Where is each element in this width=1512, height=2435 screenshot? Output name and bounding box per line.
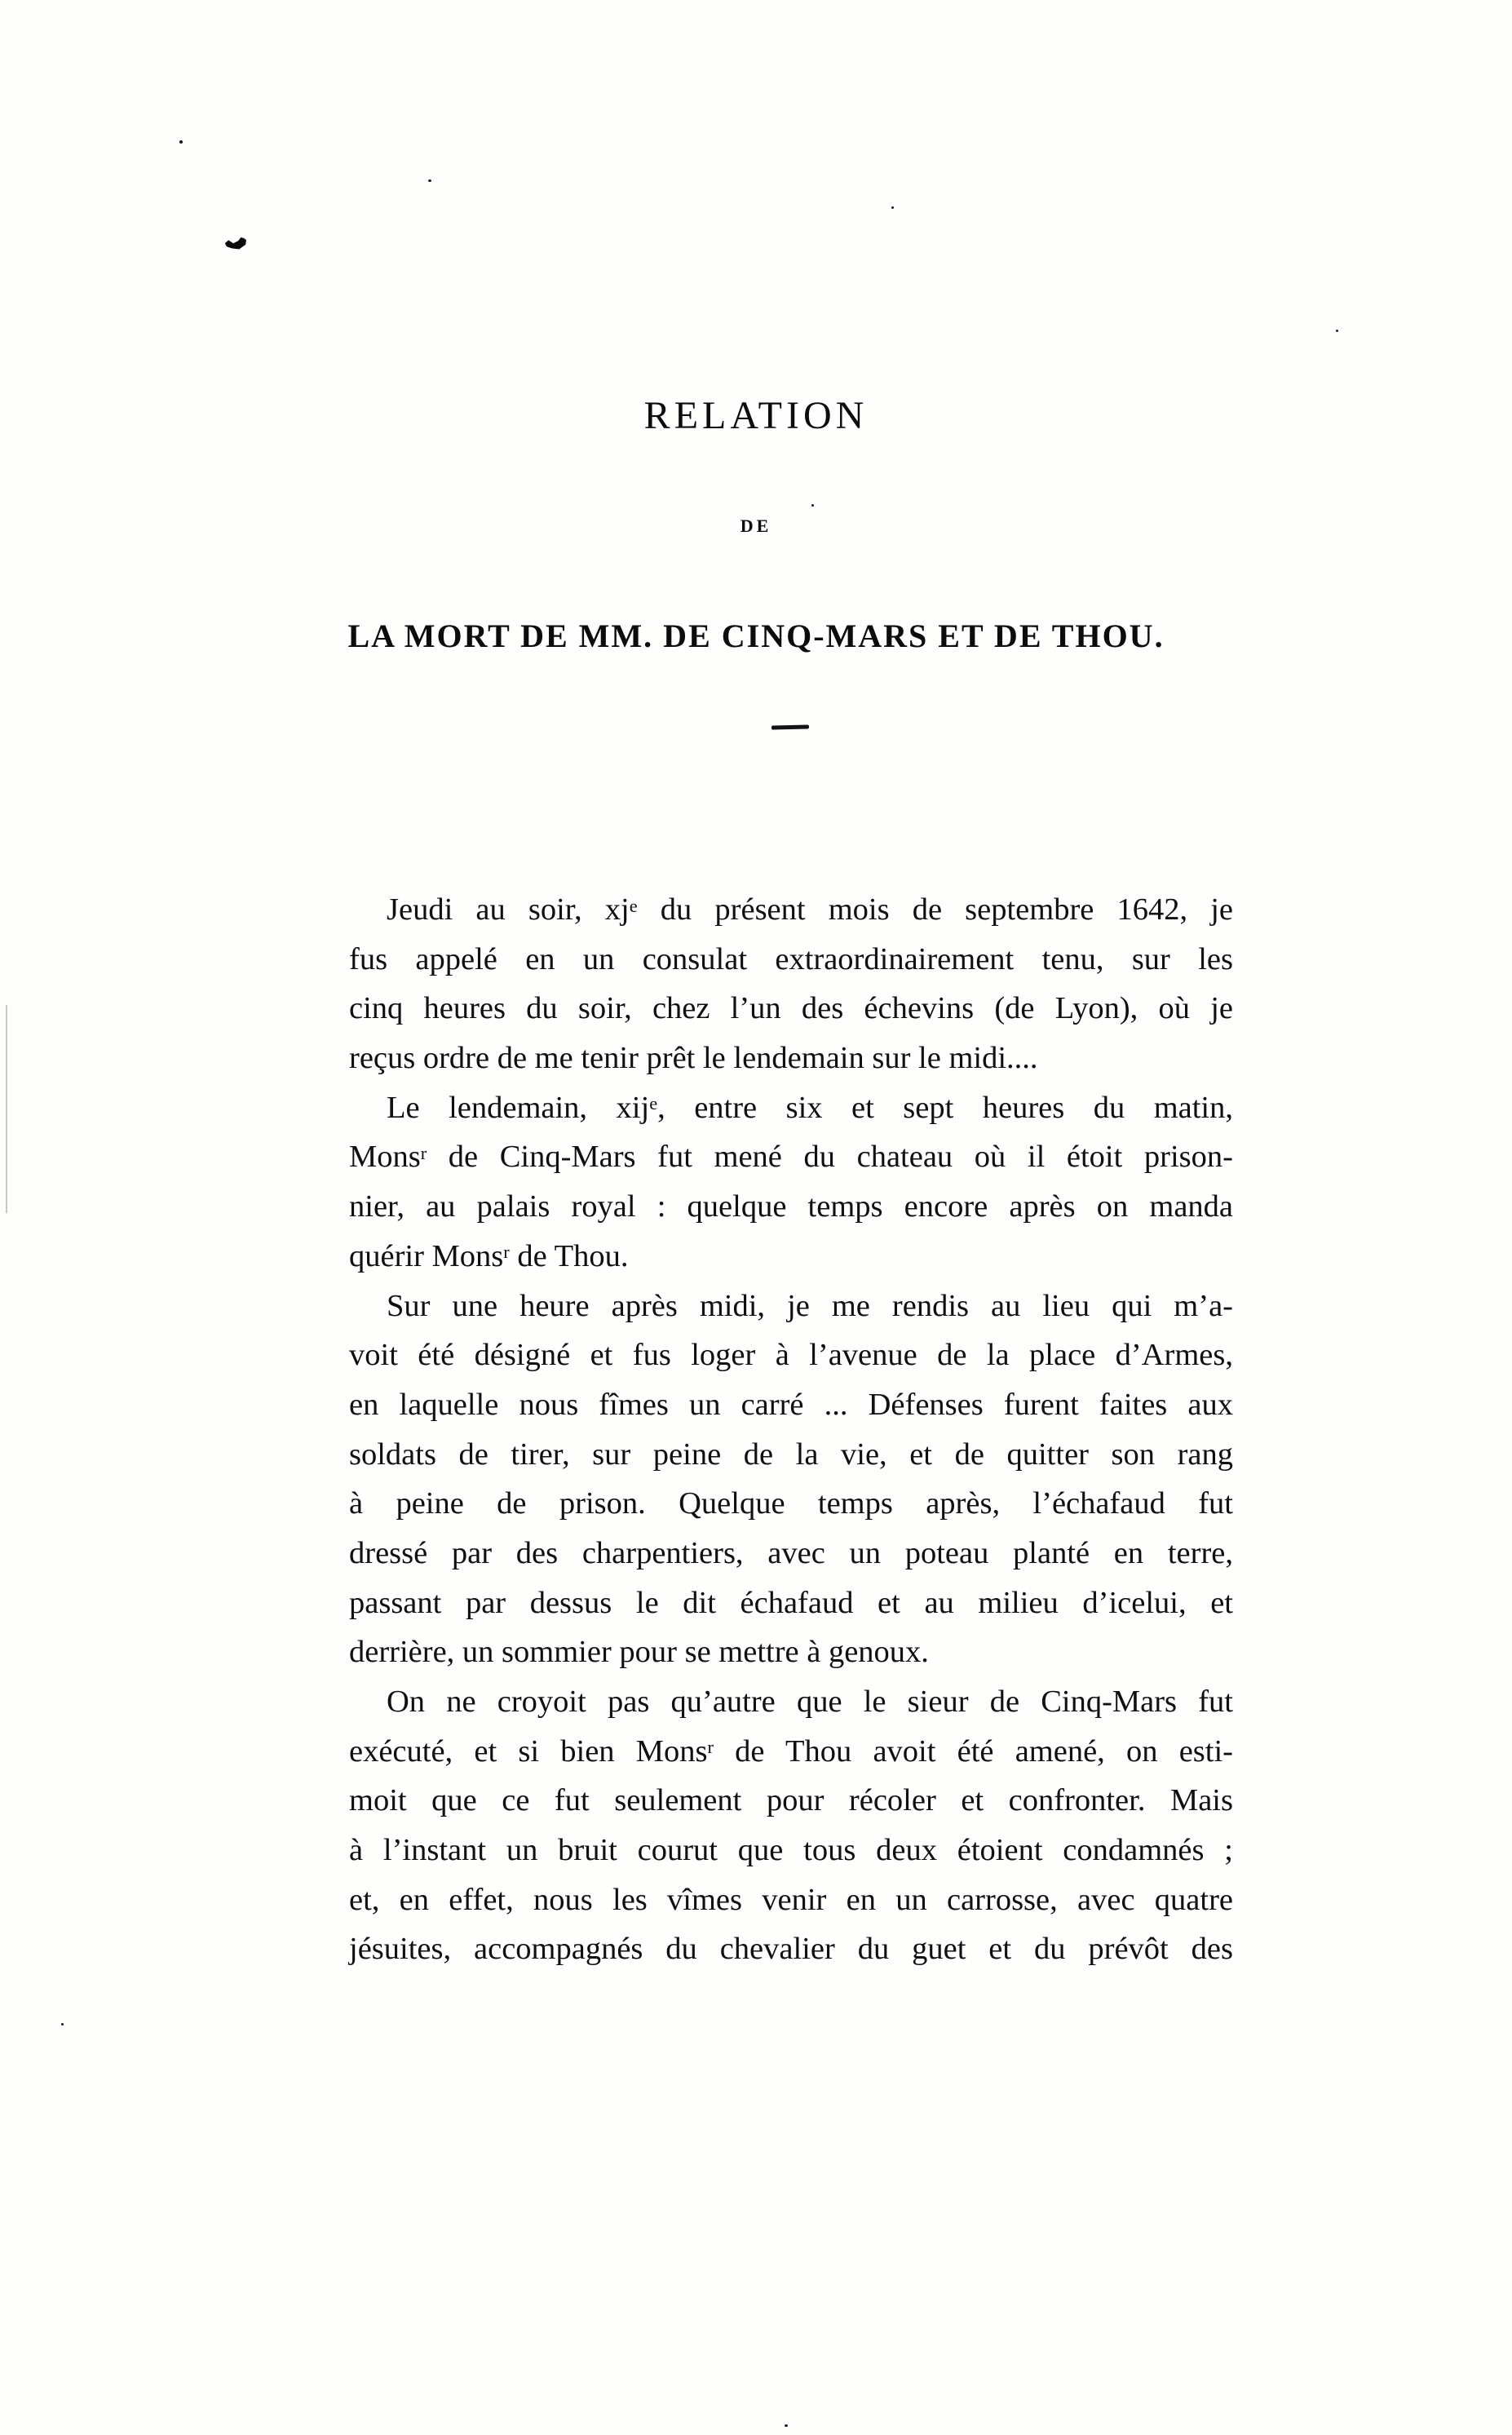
superscript: r bbox=[420, 1143, 427, 1164]
text-segment: quérir Mons bbox=[349, 1238, 504, 1273]
divider-rule bbox=[771, 724, 809, 729]
text-segment: exécuté, et si bien Mons bbox=[349, 1733, 708, 1769]
page-title: RELATION bbox=[643, 394, 869, 437]
text-line bbox=[349, 984, 1233, 1034]
text-segment: cinq heures du soir, chez l’un des échevins (de Lyon), où je bbox=[349, 991, 1233, 1026]
text-line bbox=[349, 1875, 1233, 1925]
ink-speck bbox=[785, 2424, 788, 2427]
text-line bbox=[349, 1578, 1233, 1628]
text-line bbox=[349, 1479, 1233, 1529]
text-line bbox=[349, 1182, 1233, 1232]
superscript: e bbox=[629, 895, 638, 916]
page-subtitle: LA MORT DE MM. DE CINQ-MARS ET DE THOU. bbox=[347, 618, 1165, 654]
text-line bbox=[349, 935, 1233, 985]
ink-speck bbox=[891, 206, 894, 209]
text-segment: de Thou avoit été amené, on esti- bbox=[713, 1733, 1233, 1769]
text-line bbox=[349, 1232, 1233, 1282]
text-segment: moit que ce fut seulement pour récoler et confronter. Mais bbox=[349, 1783, 1233, 1818]
text-line bbox=[349, 1529, 1233, 1578]
text-segment: du présent mois de septembre 1642, je bbox=[637, 892, 1234, 927]
text-line bbox=[349, 1330, 1233, 1380]
ink-speck bbox=[811, 504, 814, 507]
text-segment: , entre six et sept heures du matin, bbox=[657, 1090, 1233, 1125]
text-line bbox=[349, 1776, 1233, 1826]
text-segment: en laquelle nous fîmes un carré ... Défenses furent faites aux bbox=[349, 1387, 1233, 1422]
superscript: e bbox=[649, 1093, 658, 1114]
text-line bbox=[349, 1677, 1233, 1727]
text-line bbox=[349, 1282, 1233, 1331]
ink-speck bbox=[428, 179, 431, 182]
text-segment: On ne croyoit pas qu’autre que le sieur de Cinq-Mars fut bbox=[387, 1685, 1233, 1719]
text-segment: dressé par des charpentiers, avec un poteau planté en terre, bbox=[349, 1535, 1233, 1570]
text-line bbox=[349, 1924, 1233, 1974]
text-segment: à l’instant un bruit courut que tous deux étoient condamnés ; bbox=[349, 1833, 1233, 1868]
ink-speck bbox=[1336, 330, 1338, 332]
text-segment: fus appelé en un consulat extraordinairement tenu, sur les bbox=[349, 941, 1233, 976]
text-segment: Jeudi au soir, xj bbox=[387, 892, 630, 927]
scan-edge-line bbox=[6, 1005, 7, 1213]
superscript: r bbox=[707, 1737, 714, 1758]
ink-speck bbox=[179, 140, 183, 144]
text-segment: Le lendemain, xij bbox=[387, 1090, 650, 1125]
text-segment: de Thou. bbox=[509, 1238, 629, 1273]
ink-speck bbox=[61, 2023, 64, 2025]
text-segment: jésuites, accompagnés du chevalier du guet et du prévôt des bbox=[349, 1932, 1233, 1967]
text-segment: voit été désigné et fus loger à l’avenue de la place d’Armes, bbox=[349, 1338, 1233, 1373]
superscript: r bbox=[503, 1242, 510, 1263]
text-segment: derrière, un sommier pour se mettre à genoux. bbox=[349, 1635, 929, 1670]
text-line bbox=[349, 1826, 1233, 1875]
ink-blot bbox=[224, 236, 248, 251]
text-segment: à peine de prison. Quelque temps après, l’échafaud fut bbox=[349, 1486, 1233, 1521]
text-segment: soldats de tirer, sur peine de la vie, et de quitter son rang bbox=[349, 1437, 1233, 1472]
text-segment: passant par dessus le dit échafaud et au milieu d’icelui, et bbox=[349, 1585, 1233, 1620]
text-segment: Sur une heure après midi, je me rendis au lieu qui m’a- bbox=[387, 1288, 1233, 1323]
text-line bbox=[349, 1627, 1233, 1677]
title-connector: DE bbox=[740, 516, 772, 536]
text-line bbox=[349, 1380, 1233, 1430]
text-body bbox=[349, 885, 1233, 1974]
text-line bbox=[349, 1034, 1233, 1083]
text-segment: Mons bbox=[349, 1140, 421, 1175]
text-segment: reçus ordre de me tenir prêt le lendemain sur le midi.... bbox=[349, 1041, 1038, 1076]
text-line bbox=[349, 1083, 1233, 1133]
text-segment: et, en effet, nous les vîmes venir en un carrosse, avec quatre bbox=[349, 1882, 1233, 1917]
text-segment: nier, au palais royal : quelque temps encore après on manda bbox=[349, 1189, 1233, 1224]
text-line bbox=[349, 885, 1233, 935]
text-line bbox=[349, 1430, 1233, 1480]
text-line bbox=[349, 1727, 1233, 1777]
text-segment: de Cinq-Mars fut mené du chateau où il étoit prison- bbox=[427, 1140, 1233, 1175]
text-line bbox=[349, 1132, 1233, 1182]
